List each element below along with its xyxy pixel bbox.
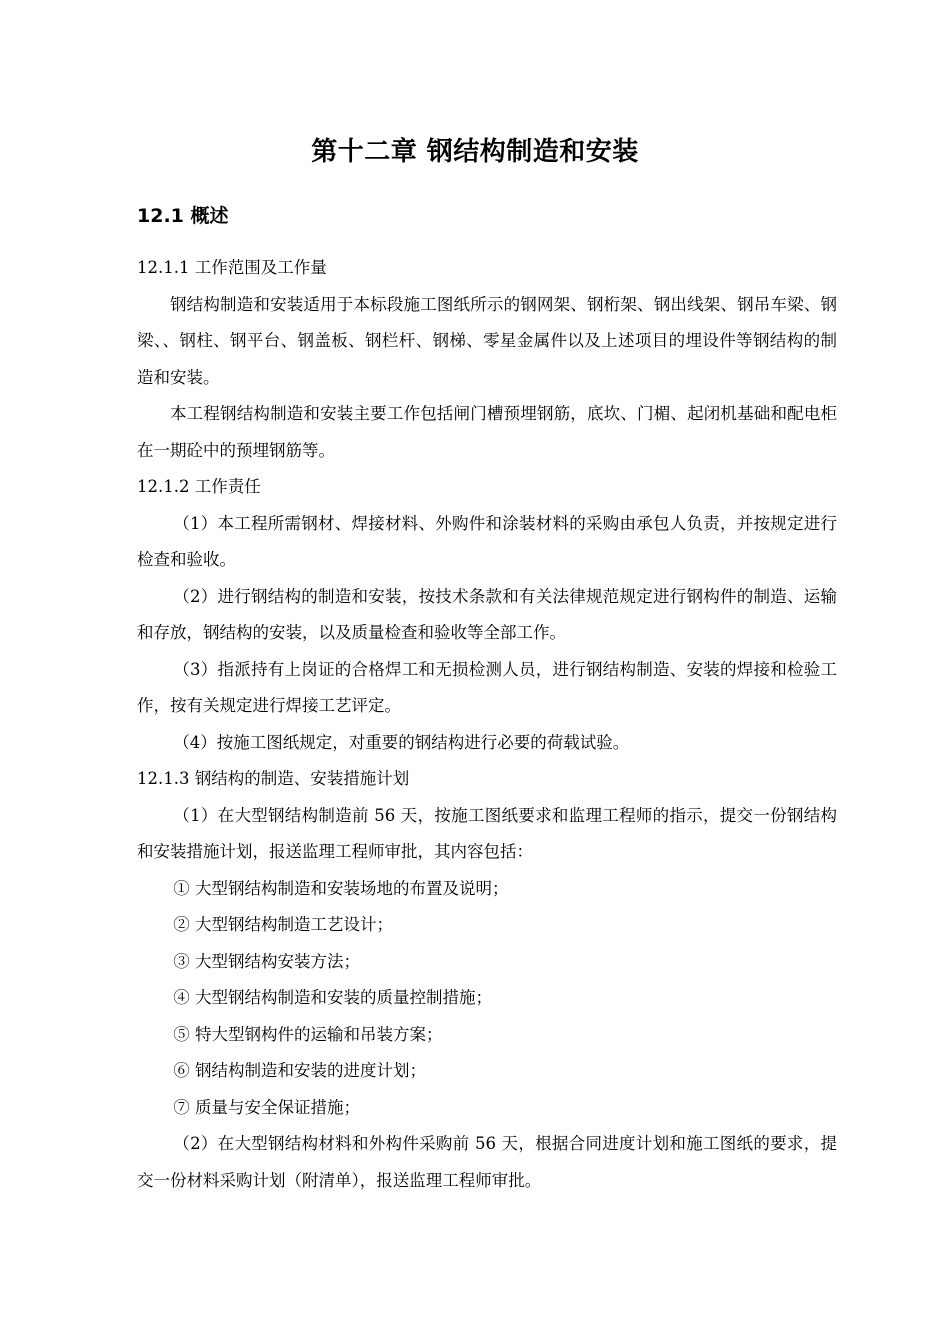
paragraph-plan-2: （2）在大型钢结构材料和外构件采购前 56 天，根据合同进度计划和施工图纸的要求，提交一份材料采购计划（附清单），报送监理工程师审批。 (137, 1134, 837, 1190)
paragraph-responsibility-4: （4）按施工图纸规定，对重要的钢结构进行必要的荷载试验。 (173, 732, 630, 752)
document-body (137, 250, 837, 1199)
paragraph-scope-1: 钢结构制造和安装适用于本标段施工图纸所示的钢网架、钢桁架、钢出线架、钢吊车梁、钢梁、、钢柱、钢平台、钢盖板、钢栏杆、钢梯、零星金属件以及上述项目的埋设件等钢结构的制造和安装。 (137, 294, 837, 387)
list-item: ⑥ 钢结构制造和安装的进度计划； (173, 1061, 427, 1080)
paragraph-responsibility-2: （2）进行钢结构的制造和安装，按技术条款和有关法律规范规定进行钢构件的制造、运输和存放，钢结构的安装，以及质量检查和验收等全部工作。 (137, 586, 837, 642)
subheading-plan: 12.1.3 钢结构的制造、安装措施计划 (137, 769, 410, 788)
list-item: ② 大型钢结构制造工艺设计； (173, 915, 394, 934)
list-item: ⑤ 特大型钢构件的运输和吊装方案； (173, 1024, 443, 1044)
paragraph-responsibility-1: （1）本工程所需钢材、焊接材料、外购件和涂装材料的采购由承包人负责，并按规定进行检查和验收。 (137, 513, 837, 569)
subheading-responsibility: 12.1.2 工作责任 (137, 477, 261, 496)
list-item: ⑦ 质量与安全保证措施； (173, 1097, 361, 1117)
list-item: ③ 大型钢结构安装方法； (173, 951, 361, 971)
chapter-title: 第十二章 钢结构制造和安装 (311, 137, 639, 167)
paragraph-plan-1: （1）在大型钢结构制造前 56 天，按施工图纸要求和监理工程师的指示，提交一份钢结构和安装措施计划，报送监理工程师审批，其内容包括： (137, 805, 837, 861)
paragraph-responsibility-3: （3）指派持有上岗证的合格焊工和无损检测人员，进行钢结构制造、安装的焊接和检验工作，按有关规定进行焊接工艺评定。 (137, 659, 837, 715)
list-item: ④ 大型钢结构制造和安装的质量控制措施； (173, 988, 493, 1007)
subheading-scope: 12.1.1 工作范围及工作量 (137, 258, 327, 277)
list-item: ① 大型钢结构制造和安装场地的布置及说明； (173, 878, 509, 898)
paragraph-scope-2: 本工程钢结构制造和安装主要工作包括闸门槽预埋钢筋，底坎、门楣、起闭机基础和配电柜在一期砼中的预埋钢筋等。 (137, 404, 837, 460)
section-heading: 12.1 概述 (137, 205, 229, 227)
